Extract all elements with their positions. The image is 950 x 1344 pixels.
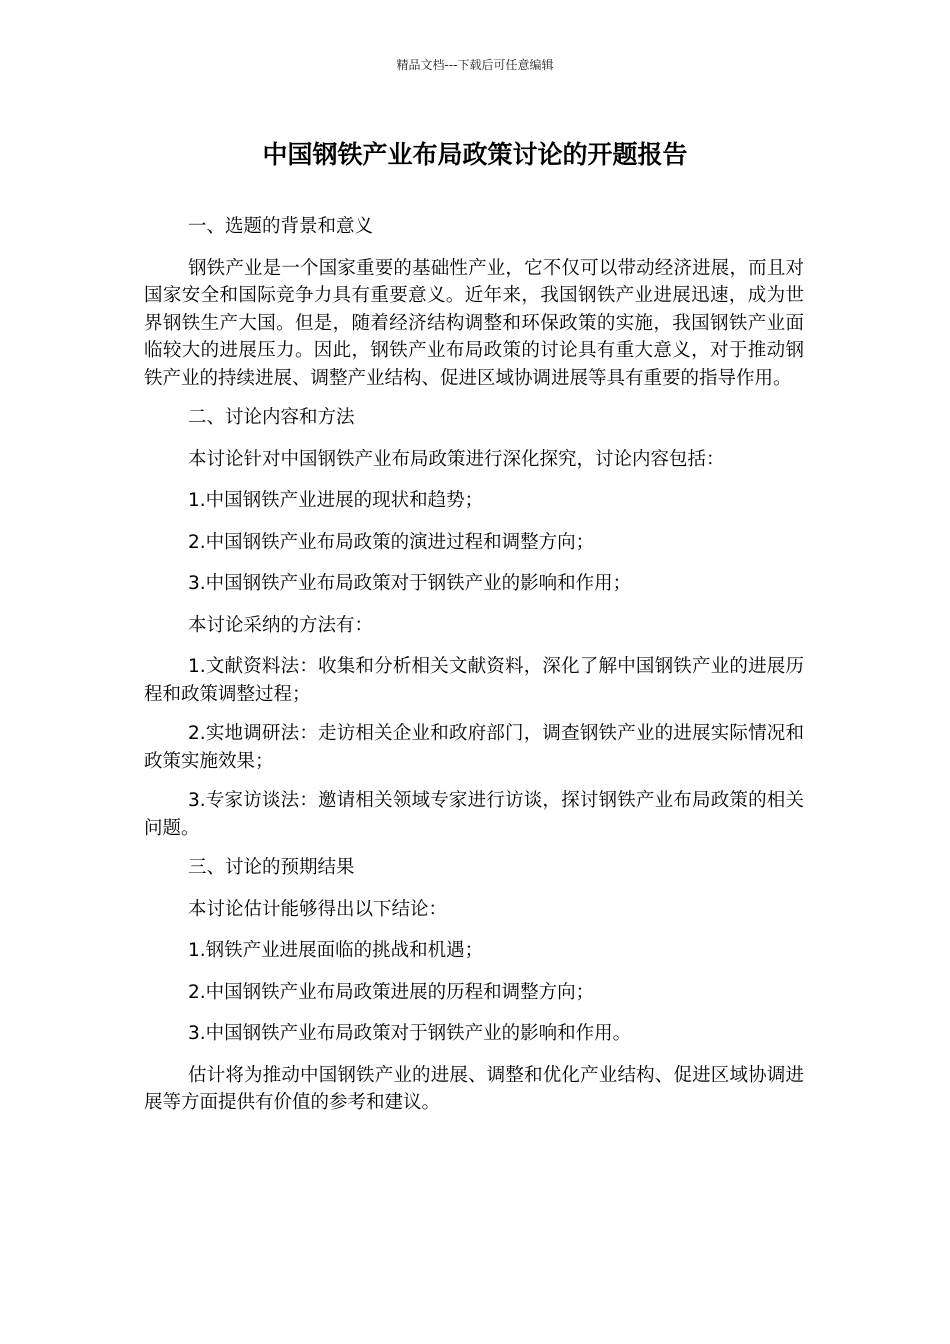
body-paragraph-method-intro: 本讨论采纳的方法有： [188, 614, 374, 636]
section-heading-expected-results: 三、讨论的预期结果 [188, 857, 355, 878]
list-item-result-1: 1.钢铁产业进展面临的挑战和机遇； [188, 940, 484, 961]
page-header-note: 精品文档---下载后可任意编辑 [396, 58, 554, 72]
list-item-content-3: 3.中国钢铁产业布局政策对于钢铁产业的影响和作用； [188, 573, 632, 594]
list-item-content-2: 2.中国钢铁产业布局政策的演进过程和调整方向； [188, 531, 595, 553]
body-paragraph-results-intro: 本讨论估计能够得出以下结论： [188, 898, 448, 920]
body-paragraph-content-intro: 本讨论针对中国钢铁产业布局政策进行深化探究，讨论内容包括： [188, 448, 725, 470]
list-item-result-3: 3.中国钢铁产业布局政策对于钢铁产业的影响和作用。 [188, 1023, 632, 1044]
body-paragraph-background: 钢铁产业是一个国家重要的基础性产业，它不仅可以带动经济进展，而且对国家安全和国际竞争力具有重要意义。近年来，我国钢铁产业进展迅速，成为世界钢铁生产大国。但是，随着经济结构调整和环保政策的实施，我国钢铁产业面临较大的进展压力。因此，钢铁产业布局政策的讨论具有重大意义，对于推动钢铁产业的持续进展、调整产业结构、促进区域协调进展等具有重要的指导作用。 [144, 257, 804, 389]
list-item-method-2: 2.实地调研法：走访相关企业和政府部门，调查钢铁产业的进展实际情况和政策实施效果； [144, 723, 804, 772]
list-item-content-1: 1.中国钢铁产业进展的现状和趋势； [188, 490, 484, 511]
list-item-result-2: 2.中国钢铁产业布局政策进展的历程和调整方向； [188, 981, 595, 1003]
section-heading-background: 一、选题的背景和意义 [188, 216, 374, 237]
document-body [144, 213, 804, 1129]
list-item-method-3: 3.专家访谈法：邀请相关领域专家进行访谈，探讨钢铁产业布局政策的相关问题。 [144, 790, 804, 839]
body-paragraph-conclusion: 估计将为推动中国钢铁产业的进展、调整和优化产业结构、促进区域协调进展等方面提供有价值的参考和建议。 [144, 1064, 804, 1113]
document-title: 中国钢铁产业布局政策讨论的开题报告 [262, 140, 688, 169]
list-item-method-1: 1.文献资料法：收集和分析相关文献资料，深化了解中国钢铁产业的进展历程和政策调整过程； [144, 656, 804, 705]
section-heading-content-method: 二、讨论内容和方法 [188, 407, 355, 428]
